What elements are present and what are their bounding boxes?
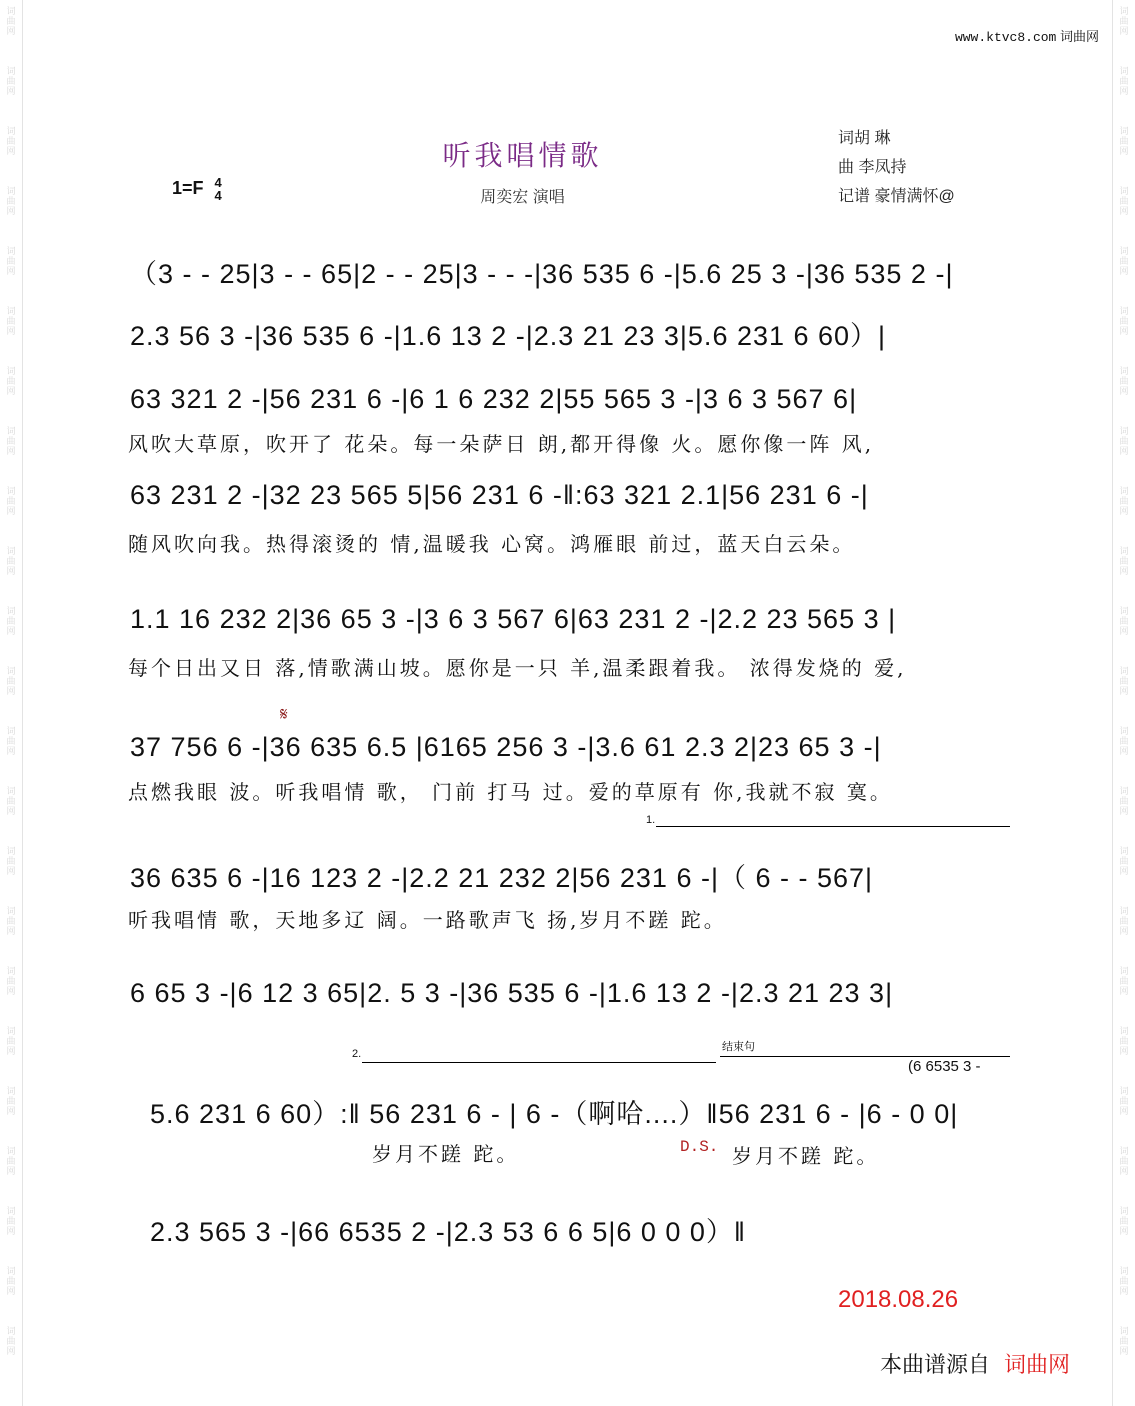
side-watermark-text: 词 曲 网 xyxy=(6,186,16,216)
key-label: 1=F xyxy=(172,177,204,198)
side-watermark-text: 词 曲 网 xyxy=(6,246,16,276)
side-watermark-text: 词 曲 网 xyxy=(6,1026,16,1056)
side-watermark-text: 词 曲 网 xyxy=(1119,246,1129,276)
side-watermark-text: 词 曲 网 xyxy=(1119,666,1129,696)
date-stamp: 2018.08.26 xyxy=(838,1286,959,1313)
site-watermark xyxy=(955,26,1099,45)
score-line: 63 321 2 -|56 231 6 -|6 1 6 232 2|55 565 3 -|3 6 3 567 6| xyxy=(130,384,858,414)
side-watermark-text: 词 曲 网 xyxy=(1119,486,1129,516)
side-watermark-text: 词 曲 网 xyxy=(1119,846,1129,876)
volta-1-bracket xyxy=(656,826,1010,827)
volta-2-label: 2. xyxy=(352,1048,362,1060)
side-watermark-text: 词 曲 网 xyxy=(1119,1326,1129,1356)
lyric-line: 听我唱情 歌，天地多辽 阔。一路歌声飞 扬,岁月不蹉 跎。 xyxy=(128,908,727,932)
side-watermark-text: 词 曲 网 xyxy=(6,1086,16,1116)
credits-block xyxy=(838,124,955,211)
side-watermark-text: 词 曲 网 xyxy=(6,846,16,876)
side-watermark-text: 词 曲 网 xyxy=(6,726,16,756)
side-watermark-text: 词 曲 网 xyxy=(1119,786,1129,816)
score-line: 2.3 565 3 -|66 6535 2 -|2.3 53 6 6 5|6 0 0 0）‖ xyxy=(150,1217,747,1247)
singer-credit: 周奕宏 演唱 xyxy=(480,189,565,206)
side-watermark-text: 词 曲 网 xyxy=(6,1266,16,1296)
lyric-line: 岁月不蹉 跎。 xyxy=(732,1144,880,1168)
side-watermark-text: 词 曲 网 xyxy=(1119,1026,1129,1056)
ending-phrase-label: 结束句 xyxy=(722,1041,755,1053)
left-watermark-strip xyxy=(0,0,23,1406)
key-signature xyxy=(172,176,222,202)
side-watermark-text: 词 曲 网 xyxy=(1119,726,1129,756)
source-prefix: 本曲谱源自 xyxy=(880,1352,991,1377)
side-watermark-text: 词 曲 网 xyxy=(6,126,16,156)
volta-1-label: 1. xyxy=(646,814,656,826)
score-line: 6 65 3 -|6 12 3 65|2. 5 3 -|36 535 6 -|1.6 13 2 -|2.3 21 23 3| xyxy=(130,978,894,1008)
lyric-line: 风吹大草原，吹开了 花朵。每一朵萨日 朗,都开得像 火。愿你像一阵 风, xyxy=(128,432,875,456)
side-watermark-text: 词 曲 网 xyxy=(6,1206,16,1236)
side-watermark-text: 词 曲 网 xyxy=(1119,966,1129,996)
side-watermark-text: 词 曲 网 xyxy=(6,66,16,96)
side-watermark-text: 词 曲 网 xyxy=(1119,6,1129,36)
volta-2-bracket xyxy=(362,1062,716,1063)
watermark-url: www.ktvc8.com xyxy=(954,30,1057,45)
side-watermark-text: 词 曲 网 xyxy=(1119,1206,1129,1236)
side-watermark-text: 词 曲 网 xyxy=(6,306,16,336)
score-line: （3 - - 25|3 - - 65|2 - - 25|3 - - -|36 535 6 -|5.6 25 3 -|36 535 2 -| xyxy=(130,259,954,289)
coda-note: (6 6535 3 - xyxy=(908,1058,981,1075)
side-watermark-text: 词 曲 网 xyxy=(1119,1266,1129,1296)
lyric-line: 岁月不蹉 跎。 xyxy=(372,1142,520,1166)
side-watermark-text: 词 曲 网 xyxy=(1119,306,1129,336)
score-line: 36 635 6 -|16 123 2 -|2.2 21 232 2|56 231 6 -|（ 6 - - 567| xyxy=(130,863,874,893)
side-watermark-text: 词 曲 网 xyxy=(6,786,16,816)
side-watermark-text: 词 曲 网 xyxy=(6,6,16,36)
composer-credit: 曲 李凤持 xyxy=(838,159,907,176)
lyric-line: 随风吹向我。热得滚烫的 情,温暖我 心窝。鸿雁眼 前过，蓝天白云朵。 xyxy=(128,532,856,556)
side-watermark-text: 词 曲 网 xyxy=(6,606,16,636)
segno-sign: 𝄋 xyxy=(280,704,288,724)
side-watermark-text: 词 曲 网 xyxy=(1119,1086,1129,1116)
score-line: 63 231 2 -|32 23 565 5|56 231 6 -‖:63 321 2.1|56 231 6 -| xyxy=(130,480,869,510)
score-line: 1.1 16 232 2|36 65 3 -|3 6 3 567 6|63 231 2 -|2.2 23 565 3 | xyxy=(130,604,897,634)
lyricist-credit: 词胡 琳 xyxy=(838,130,891,147)
side-watermark-text: 词 曲 网 xyxy=(1119,366,1129,396)
side-watermark-text: 词 曲 网 xyxy=(1119,126,1129,156)
source-site: 词曲网 xyxy=(1004,1352,1071,1377)
right-watermark-strip xyxy=(1112,0,1135,1406)
source-credit xyxy=(880,1348,1070,1379)
lyric-line: 点燃我眼 波。听我唱情 歌， 门前 打马 过。爱的草原有 你,我就不寂 寞。 xyxy=(128,780,893,804)
ds-marking: D.S. xyxy=(680,1138,719,1156)
score-line: 37 756 6 -|36 635 6.5 |6165 256 3 -|3.6 61 2.3 2|23 65 3 -| xyxy=(130,732,882,762)
side-watermark-text: 词 曲 网 xyxy=(1119,906,1129,936)
side-watermark-text: 词 曲 网 xyxy=(6,486,16,516)
watermark-site: 词曲网 xyxy=(1059,29,1099,44)
side-watermark-text: 词 曲 网 xyxy=(1119,606,1129,636)
side-watermark-text: 词 曲 网 xyxy=(1119,66,1129,96)
side-watermark-text: 词 曲 网 xyxy=(1119,426,1129,456)
lyric-line: 每个日出又日 落,情歌满山坡。愿你是一只 羊,温柔跟着我。 浓得发烧的 爱, xyxy=(128,656,907,680)
side-watermark-text: 词 曲 网 xyxy=(6,546,16,576)
score-line: 2.3 56 3 -|36 535 6 -|1.6 13 2 -|2.3 21 23 3|5.6 231 6 60）| xyxy=(130,321,887,351)
side-watermark-text: 词 曲 网 xyxy=(6,1146,16,1176)
side-watermark-text: 词 曲 网 xyxy=(6,906,16,936)
time-signature xyxy=(215,176,222,202)
time-signature-bottom: 4 xyxy=(214,188,222,203)
side-watermark-text: 词 曲 网 xyxy=(1119,546,1129,576)
transcriber-credit: 记谱 豪情满怀@ xyxy=(838,188,955,205)
time-signature-top: 4 xyxy=(214,175,222,190)
ending-bracket xyxy=(720,1056,1010,1057)
side-watermark-text: 词 曲 网 xyxy=(6,366,16,396)
side-watermark-text: 词 曲 网 xyxy=(6,426,16,456)
song-title: 听我唱情歌 xyxy=(442,140,603,171)
side-watermark-text: 词 曲 网 xyxy=(6,966,16,996)
side-watermark-text: 词 曲 网 xyxy=(6,1326,16,1356)
side-watermark-text: 词 曲 网 xyxy=(6,666,16,696)
score-line: 5.6 231 6 60）:‖ 56 231 6 - | 6 -（啊哈....）‖56 231 6 - |6 - 0 0| xyxy=(150,1099,959,1129)
side-watermark-text: 词 曲 网 xyxy=(1119,1146,1129,1176)
side-watermark-text: 词 曲 网 xyxy=(1119,186,1129,216)
